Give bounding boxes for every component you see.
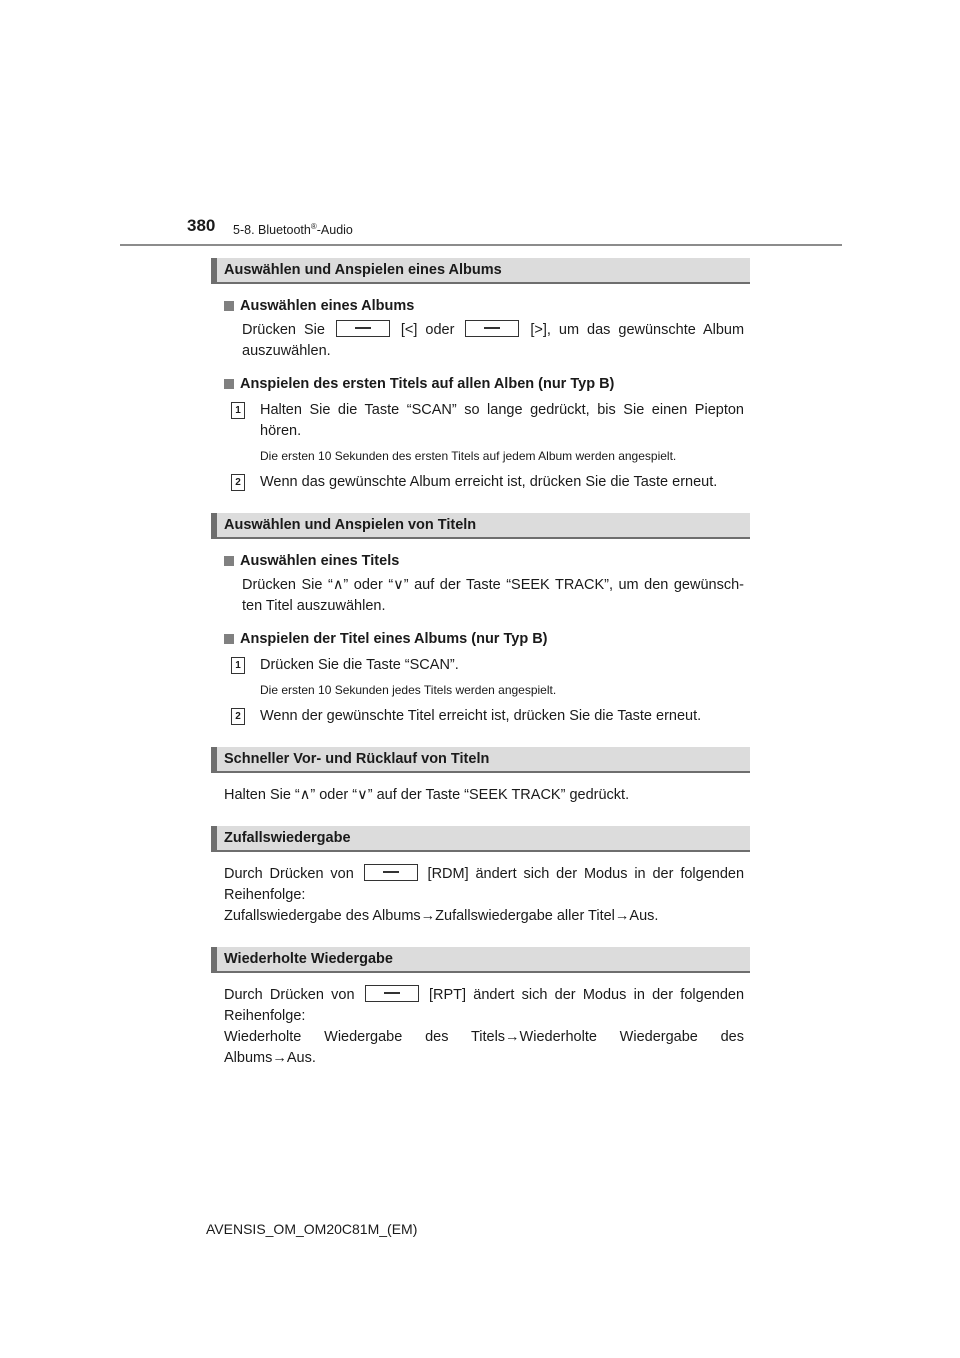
page-content bbox=[211, 258, 750, 1069]
paragraph-select-album bbox=[242, 320, 744, 362]
paragraph-random bbox=[224, 864, 744, 927]
sequence-text: Wiederholte Wiedergabe des Titels→Wiederholte Wiedergabe des Albums→Aus. bbox=[224, 1029, 744, 1066]
bullet-square-icon bbox=[224, 556, 234, 566]
subheading-select-track bbox=[224, 553, 750, 569]
step-text: Wenn das gewünschte Album erreicht ist, drücken Sie die Taste erneut. bbox=[260, 474, 718, 490]
heading-tracks: Auswählen und Anspielen von Titeln bbox=[211, 513, 750, 539]
header-rule bbox=[120, 244, 842, 246]
step-number-badge: 1 bbox=[231, 402, 245, 419]
step-2 bbox=[231, 706, 744, 727]
step-number-badge: 2 bbox=[231, 708, 245, 725]
heading-repeat: Wiederholte Wiedergabe bbox=[211, 947, 750, 973]
subheading-select-album bbox=[224, 298, 750, 314]
footer-doc-code: AVENSIS_OM_OM20C81M_(EM) bbox=[206, 1221, 418, 1237]
step-note: Die ersten 10 Sekunden jedes Titels werden angespielt. bbox=[260, 683, 557, 697]
subheading-text: Auswählen eines Albums bbox=[240, 298, 415, 314]
step-text: Halten Sie die Taste “SCAN” so lange gedrückt, bis Sie einen Piepton hören. bbox=[260, 402, 744, 439]
section-suffix: -Audio bbox=[316, 223, 353, 238]
section-title bbox=[233, 222, 353, 237]
subheading-text: Auswählen eines Titels bbox=[240, 553, 400, 569]
step-note: Die ersten 10 Sekunden des ersten Titels auf jedem Album werden angespielt. bbox=[260, 449, 677, 463]
step-number-badge: 2 bbox=[231, 474, 245, 491]
text: [<] oder bbox=[400, 322, 455, 338]
registered-mark: ® bbox=[310, 222, 317, 231]
button-symbol-icon bbox=[364, 864, 418, 881]
section-prefix: 5-8. Bluetooth bbox=[233, 223, 311, 238]
heading-album: Auswählen und Anspielen eines Albums bbox=[211, 258, 750, 284]
step-text: Wenn der gewünschte Titel erreicht ist, drücken Sie die Taste erneut. bbox=[260, 708, 702, 724]
text: Drücken Sie bbox=[242, 322, 325, 338]
bullet-square-icon bbox=[224, 634, 234, 644]
step-1 bbox=[231, 400, 744, 442]
paragraph-repeat bbox=[224, 985, 744, 1069]
heading-fast: Schneller Vor- und Rücklauf von Titeln bbox=[211, 747, 750, 773]
bullet-square-icon bbox=[224, 301, 234, 311]
subheading-text: Anspielen des ersten Titels auf allen Alben (nur Typ B) bbox=[240, 376, 615, 392]
page-number: 380 bbox=[187, 216, 216, 235]
step-text: Drücken Sie die Taste “SCAN”. bbox=[260, 657, 459, 673]
step-number-badge: 1 bbox=[231, 657, 245, 674]
button-symbol-icon bbox=[365, 985, 419, 1002]
button-symbol-icon bbox=[465, 320, 519, 337]
step-2 bbox=[231, 472, 744, 493]
subheading-scan-tracks bbox=[224, 631, 750, 647]
text: [RPT] ändert sich der Modus in der folgenden Reihenfolge: bbox=[224, 987, 745, 1024]
subheading-scan-album bbox=[224, 376, 750, 392]
heading-random: Zufallswiedergabe bbox=[211, 826, 750, 852]
text: Durch Drücken von bbox=[224, 866, 354, 882]
text: [RDM] ändert sich der Modus in der folgenden Reihenfolge: bbox=[224, 866, 745, 903]
sequence-text: Zufallswiedergabe des Albums→Zufallswiedergabe aller Titel→Aus. bbox=[224, 908, 659, 924]
button-symbol-icon bbox=[336, 320, 390, 337]
step-1 bbox=[231, 655, 744, 676]
paragraph-fast: Halten Sie “∧” oder “∨” auf der Taste “SEEK TRACK” gedrückt. bbox=[224, 787, 630, 803]
text: Durch Drücken von bbox=[224, 987, 355, 1003]
bullet-square-icon bbox=[224, 379, 234, 389]
text: [>], um das gewünschte Album auszuwählen. bbox=[242, 322, 745, 359]
subheading-text: Anspielen der Titel eines Albums (nur Typ B) bbox=[240, 631, 548, 647]
paragraph-select-track: Drücken Sie “∧” oder “∨” auf der Taste “SEEK TRACK”, um den gewünsch-ten Titel auszuwählen. bbox=[242, 577, 744, 614]
